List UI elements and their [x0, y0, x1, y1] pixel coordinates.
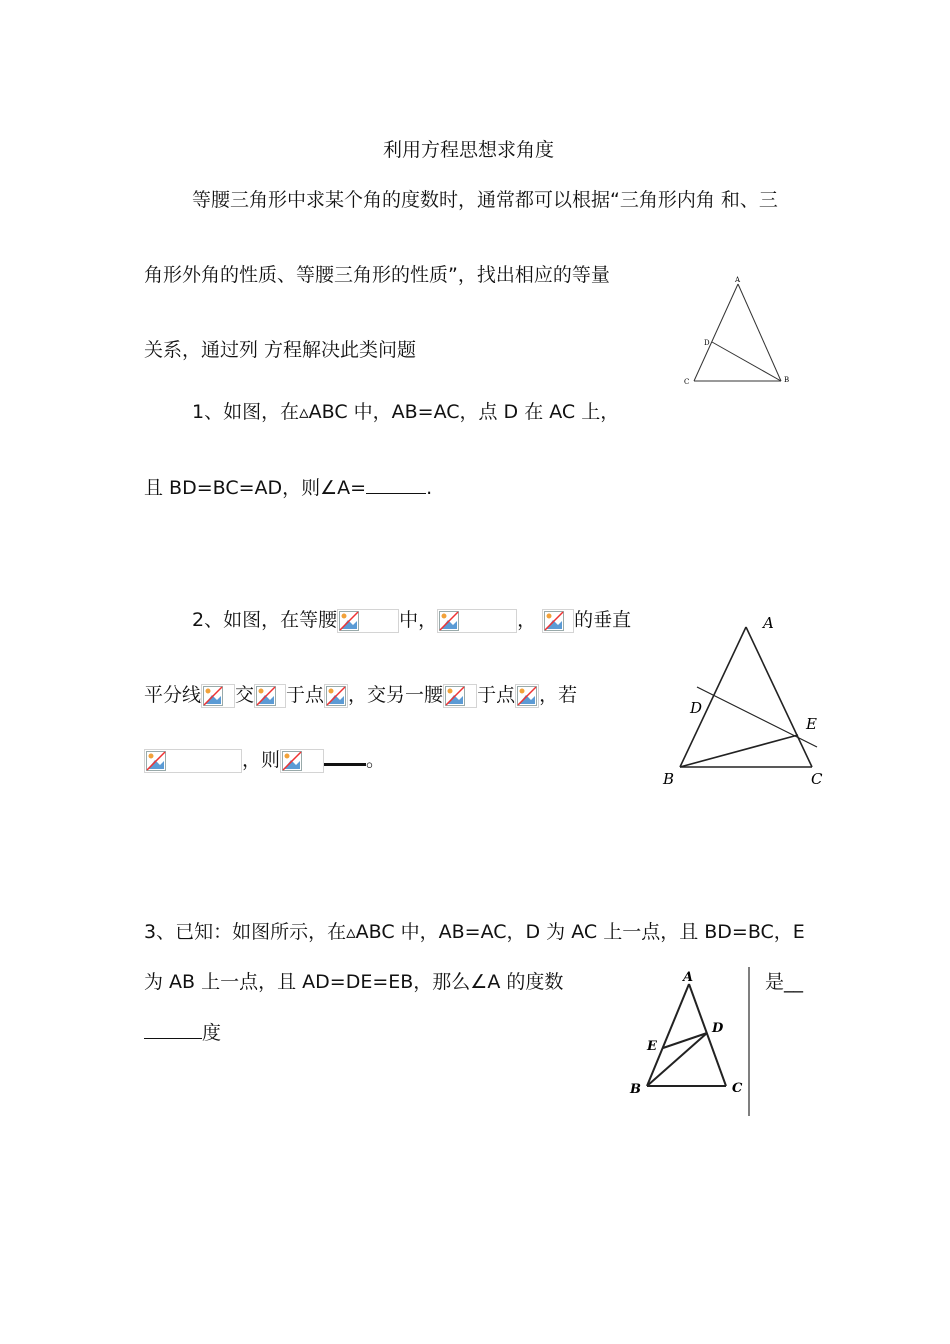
- q1-label-d: D: [704, 339, 710, 347]
- q2-text-11: ，则: [242, 749, 281, 771]
- q3-line-3: [144, 1020, 221, 1045]
- broken-image-icon: [339, 611, 359, 631]
- q2-label-e: E: [806, 715, 817, 733]
- q3-triangle-figure: [620, 962, 760, 1120]
- q1-line-1: 1、如图，在▵ABC 中，AB=AC，点 D 在 AC 上，: [192, 401, 620, 423]
- q1-label-c: C: [684, 378, 690, 386]
- q2-label-c: C: [811, 770, 823, 788]
- q2-image-placeholder-1: [337, 609, 399, 633]
- q1-label-a: A: [735, 276, 741, 284]
- q2-triangle-figure: [655, 612, 835, 792]
- q2-text-9: 于点: [477, 684, 516, 706]
- q2-image-placeholder-6: [324, 684, 348, 708]
- q2-image-placeholder-7: [443, 684, 477, 708]
- q2-label-d: D: [690, 699, 703, 717]
- q3-label-c: C: [732, 1081, 743, 1096]
- q1-line-2-end: .: [426, 477, 433, 499]
- q2-image-placeholder-2: [437, 609, 517, 633]
- q1-label-b: B: [784, 376, 790, 384]
- q1-line-2: [144, 475, 432, 500]
- q2-image-placeholder-4: [201, 684, 235, 708]
- q2-image-placeholder-5: [254, 684, 286, 708]
- page-title: 利用方程思想求角度: [383, 139, 555, 161]
- q2-text-2: 中，: [399, 609, 438, 631]
- q2-text-5: 平分线: [144, 684, 202, 706]
- q2-text-4: 的垂直: [574, 609, 632, 631]
- intro-line-1: 等腰三角形中求某个角的度数时，通常都可以根据“三角形内角 和、三: [192, 189, 778, 211]
- q3-line-2-tail: 是__: [765, 971, 804, 993]
- broken-image-icon: [544, 611, 564, 631]
- broken-image-icon: [203, 686, 223, 706]
- q2-text-12: 。: [366, 749, 386, 771]
- q1-triangle-figure: [680, 272, 796, 390]
- q3-line-2: 为 AB 上一点，且 AD=DE=EB，那么∠A 的度数: [144, 971, 564, 993]
- q3-line-1: 3、已知：如图所示，在▵ABC 中，AB=AC，D 为 AC 上一点，且 BD=BC，E: [144, 921, 805, 943]
- q2-text-10: ，若: [539, 684, 578, 706]
- q2-image-placeholder-9: [144, 749, 242, 773]
- q2-image-placeholder-8: [515, 684, 539, 708]
- q3-answer-blank[interactable]: [144, 1020, 202, 1039]
- broken-image-icon: [256, 686, 276, 706]
- q1-line-2-text: 且 BD=BC=AD，则∠A=: [144, 477, 367, 499]
- q3-label-a: A: [683, 970, 694, 985]
- q2-answer-blank[interactable]: [324, 749, 366, 766]
- q2-image-placeholder-3: [542, 609, 574, 633]
- q3-label-e: E: [647, 1039, 657, 1054]
- q3-label-d: D: [712, 1021, 724, 1036]
- q2-label-b: B: [663, 770, 675, 788]
- intro-line-2: 角形外角的性质、等腰三角形的性质”，找出相应的等量: [144, 264, 610, 286]
- q2-text-8: ，交另一腰: [348, 684, 444, 706]
- broken-image-icon: [517, 686, 537, 706]
- broken-image-icon: [282, 751, 302, 771]
- q2-text-1: 2、如图，在等腰: [192, 609, 338, 631]
- q2-text-6: 交: [235, 684, 255, 706]
- q2-text-3: ，: [517, 609, 537, 631]
- broken-image-icon: [146, 751, 166, 771]
- q2-text-7: 于点: [286, 684, 325, 706]
- q2-line-1: [192, 608, 631, 633]
- q2-image-placeholder-10: [280, 749, 324, 773]
- q3-label-b: B: [630, 1082, 641, 1097]
- q2-line-3: [144, 748, 385, 773]
- broken-image-icon: [445, 686, 465, 706]
- q2-label-a: A: [763, 614, 774, 632]
- q2-line-2: [144, 683, 577, 708]
- broken-image-icon: [326, 686, 346, 706]
- broken-image-icon: [439, 611, 459, 631]
- q1-answer-blank[interactable]: [366, 475, 426, 494]
- q3-line-3-text: 度: [202, 1022, 222, 1044]
- intro-line-3: 关系，通过列 方程解决此类问题: [144, 339, 417, 361]
